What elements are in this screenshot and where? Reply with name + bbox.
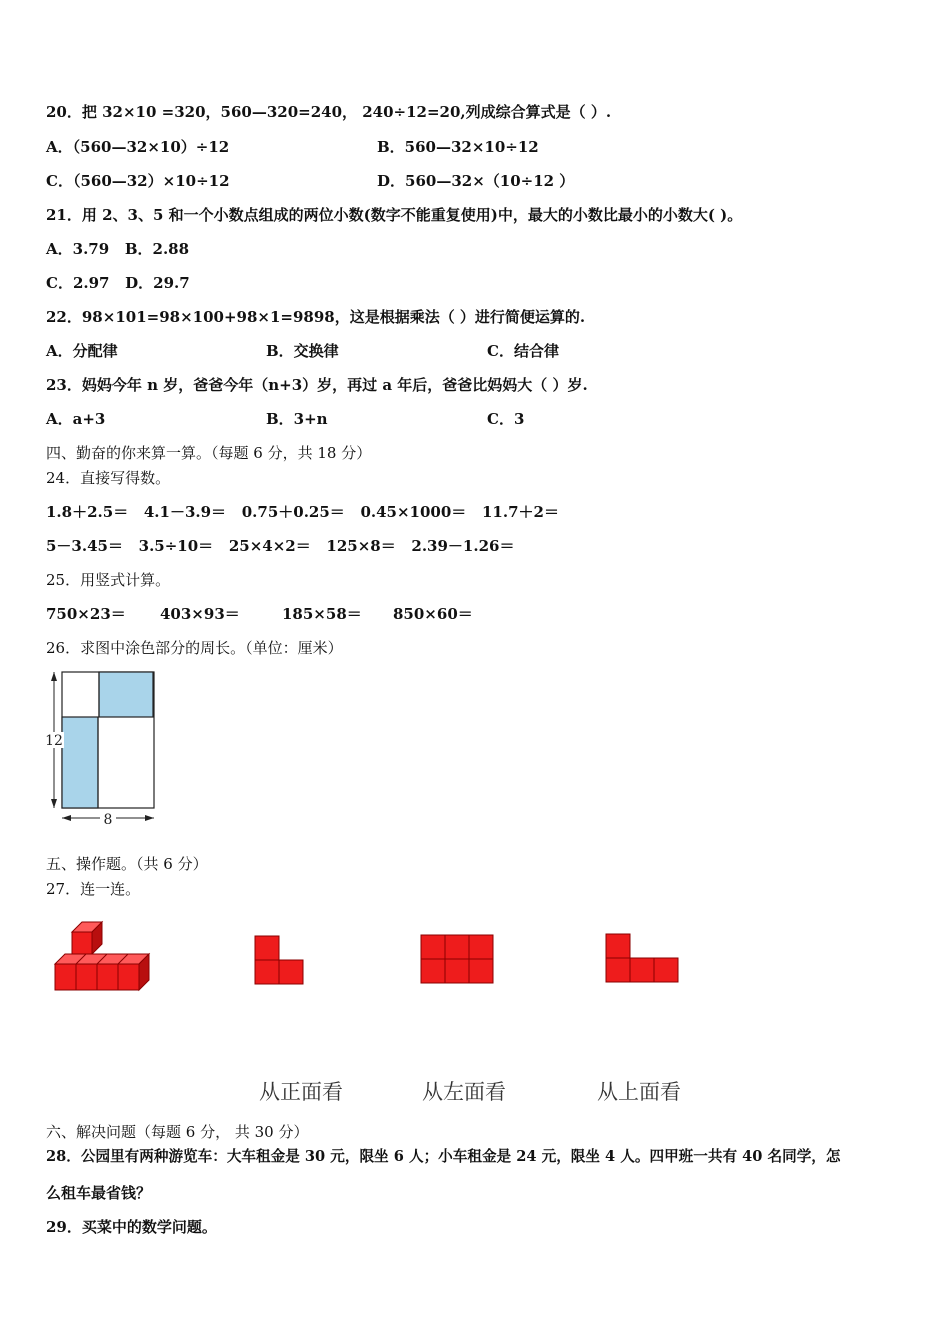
view-label-left: 从左面看 — [422, 1080, 506, 1104]
q22-stem: 22．98×101=98×100+98×1=9898，这是根据乘法（ ）进行简便运算的. — [46, 308, 586, 326]
q28-line1: 28．公园里有两种游览车：大车租金是 30 元，限坐 6 人；小车租金是 24 元，限坐 4 人。四甲班一共有 40 名同学，怎 — [46, 1148, 841, 1165]
q24-row1: 1.8＋2.5＝ 4.1－3.9＝ 0.75＋0.25＝ 0.45×1000＝ 11.7＋2＝ — [46, 503, 559, 521]
section-6-heading: 六、解决问题（每题 6 分， 共 30 分） — [46, 1123, 309, 1141]
q25-item-3: 185×58＝ — [282, 605, 362, 623]
q24-stem: 24．直接写得数。 — [46, 469, 171, 487]
arrow-up-icon — [51, 672, 57, 681]
q22-option-c: C．结合律 — [487, 342, 559, 360]
q21-options-row1: A．3.79 B．2.88 — [46, 240, 190, 258]
view-shape-long-l — [605, 933, 681, 985]
q23-stem: 23．妈妈今年 n 岁，爸爸今年（n+3）岁，再过 a 年后，爸爸比妈妈大（ ）岁. — [46, 376, 588, 394]
shaded-top-square — [99, 672, 153, 717]
q25-item-4: 850×60＝ — [393, 605, 473, 623]
q26-figure — [40, 664, 170, 830]
q20-option-d: D．560—32×（10÷12 ） — [377, 172, 575, 190]
q20-stem: 20．把 32×10 =320，560—320=240， 240÷12=20,列成综合算式是（ ）. — [46, 103, 612, 121]
section-4-heading: 四、勤奋的你来算一算。（每题 6 分，共 18 分） — [46, 444, 372, 462]
q26-stem: 26．求图中涂色部分的周长。（单位：厘米） — [46, 639, 343, 657]
arrow-left-icon — [62, 815, 71, 821]
view-label-front: 从正面看 — [259, 1080, 343, 1104]
width-label: 8 — [103, 812, 113, 828]
arrow-down-icon — [51, 799, 57, 808]
shaded-left-strip — [62, 717, 98, 808]
q23-option-a: A．a+3 — [46, 410, 106, 428]
q21-stem: 21．用 2、3、5 和一个小数点组成的两位小数(数字不能重复使用)中，最大的小数比最小的小数大( )。 — [46, 206, 743, 224]
cube-solid-figure — [50, 918, 154, 996]
q25-item-2: 403×93＝ — [160, 605, 240, 623]
q29-stem: 29．买菜中的数学问题。 — [46, 1218, 217, 1236]
q23-option-c: C．3 — [487, 410, 525, 428]
view-shape-l — [254, 935, 306, 987]
height-label: 12 — [45, 733, 63, 749]
q22-option-a: A．分配律 — [46, 342, 118, 360]
section-5-heading: 五、操作题。（共 6 分） — [46, 855, 208, 873]
q25-stem: 25．用竖式计算。 — [46, 571, 171, 589]
q24-row2: 5－3.45＝ 3.5÷10＝ 25×4×2＝ 125×8＝ 2.39－1.26＝ — [46, 537, 515, 555]
arrow-right-icon — [145, 815, 154, 821]
q20-option-b: B．560—32×10÷12 — [377, 138, 539, 156]
q27-stem: 27．连一连。 — [46, 880, 141, 898]
q28-line2: 么租车最省钱？ — [46, 1184, 152, 1202]
q22-option-b: B．交换律 — [266, 342, 339, 360]
q23-option-b: B．3+n — [266, 410, 328, 428]
q25-item-1: 750×23＝ — [46, 605, 126, 623]
q21-options-row2: C．2.97 D．29.7 — [46, 274, 190, 292]
view-shape-grid — [420, 934, 496, 986]
q20-option-a: A．（560—32×10）÷12 — [46, 138, 230, 156]
q20-option-c: C．（560—32）×10÷12 — [46, 172, 230, 190]
view-label-top: 从上面看 — [597, 1080, 681, 1104]
